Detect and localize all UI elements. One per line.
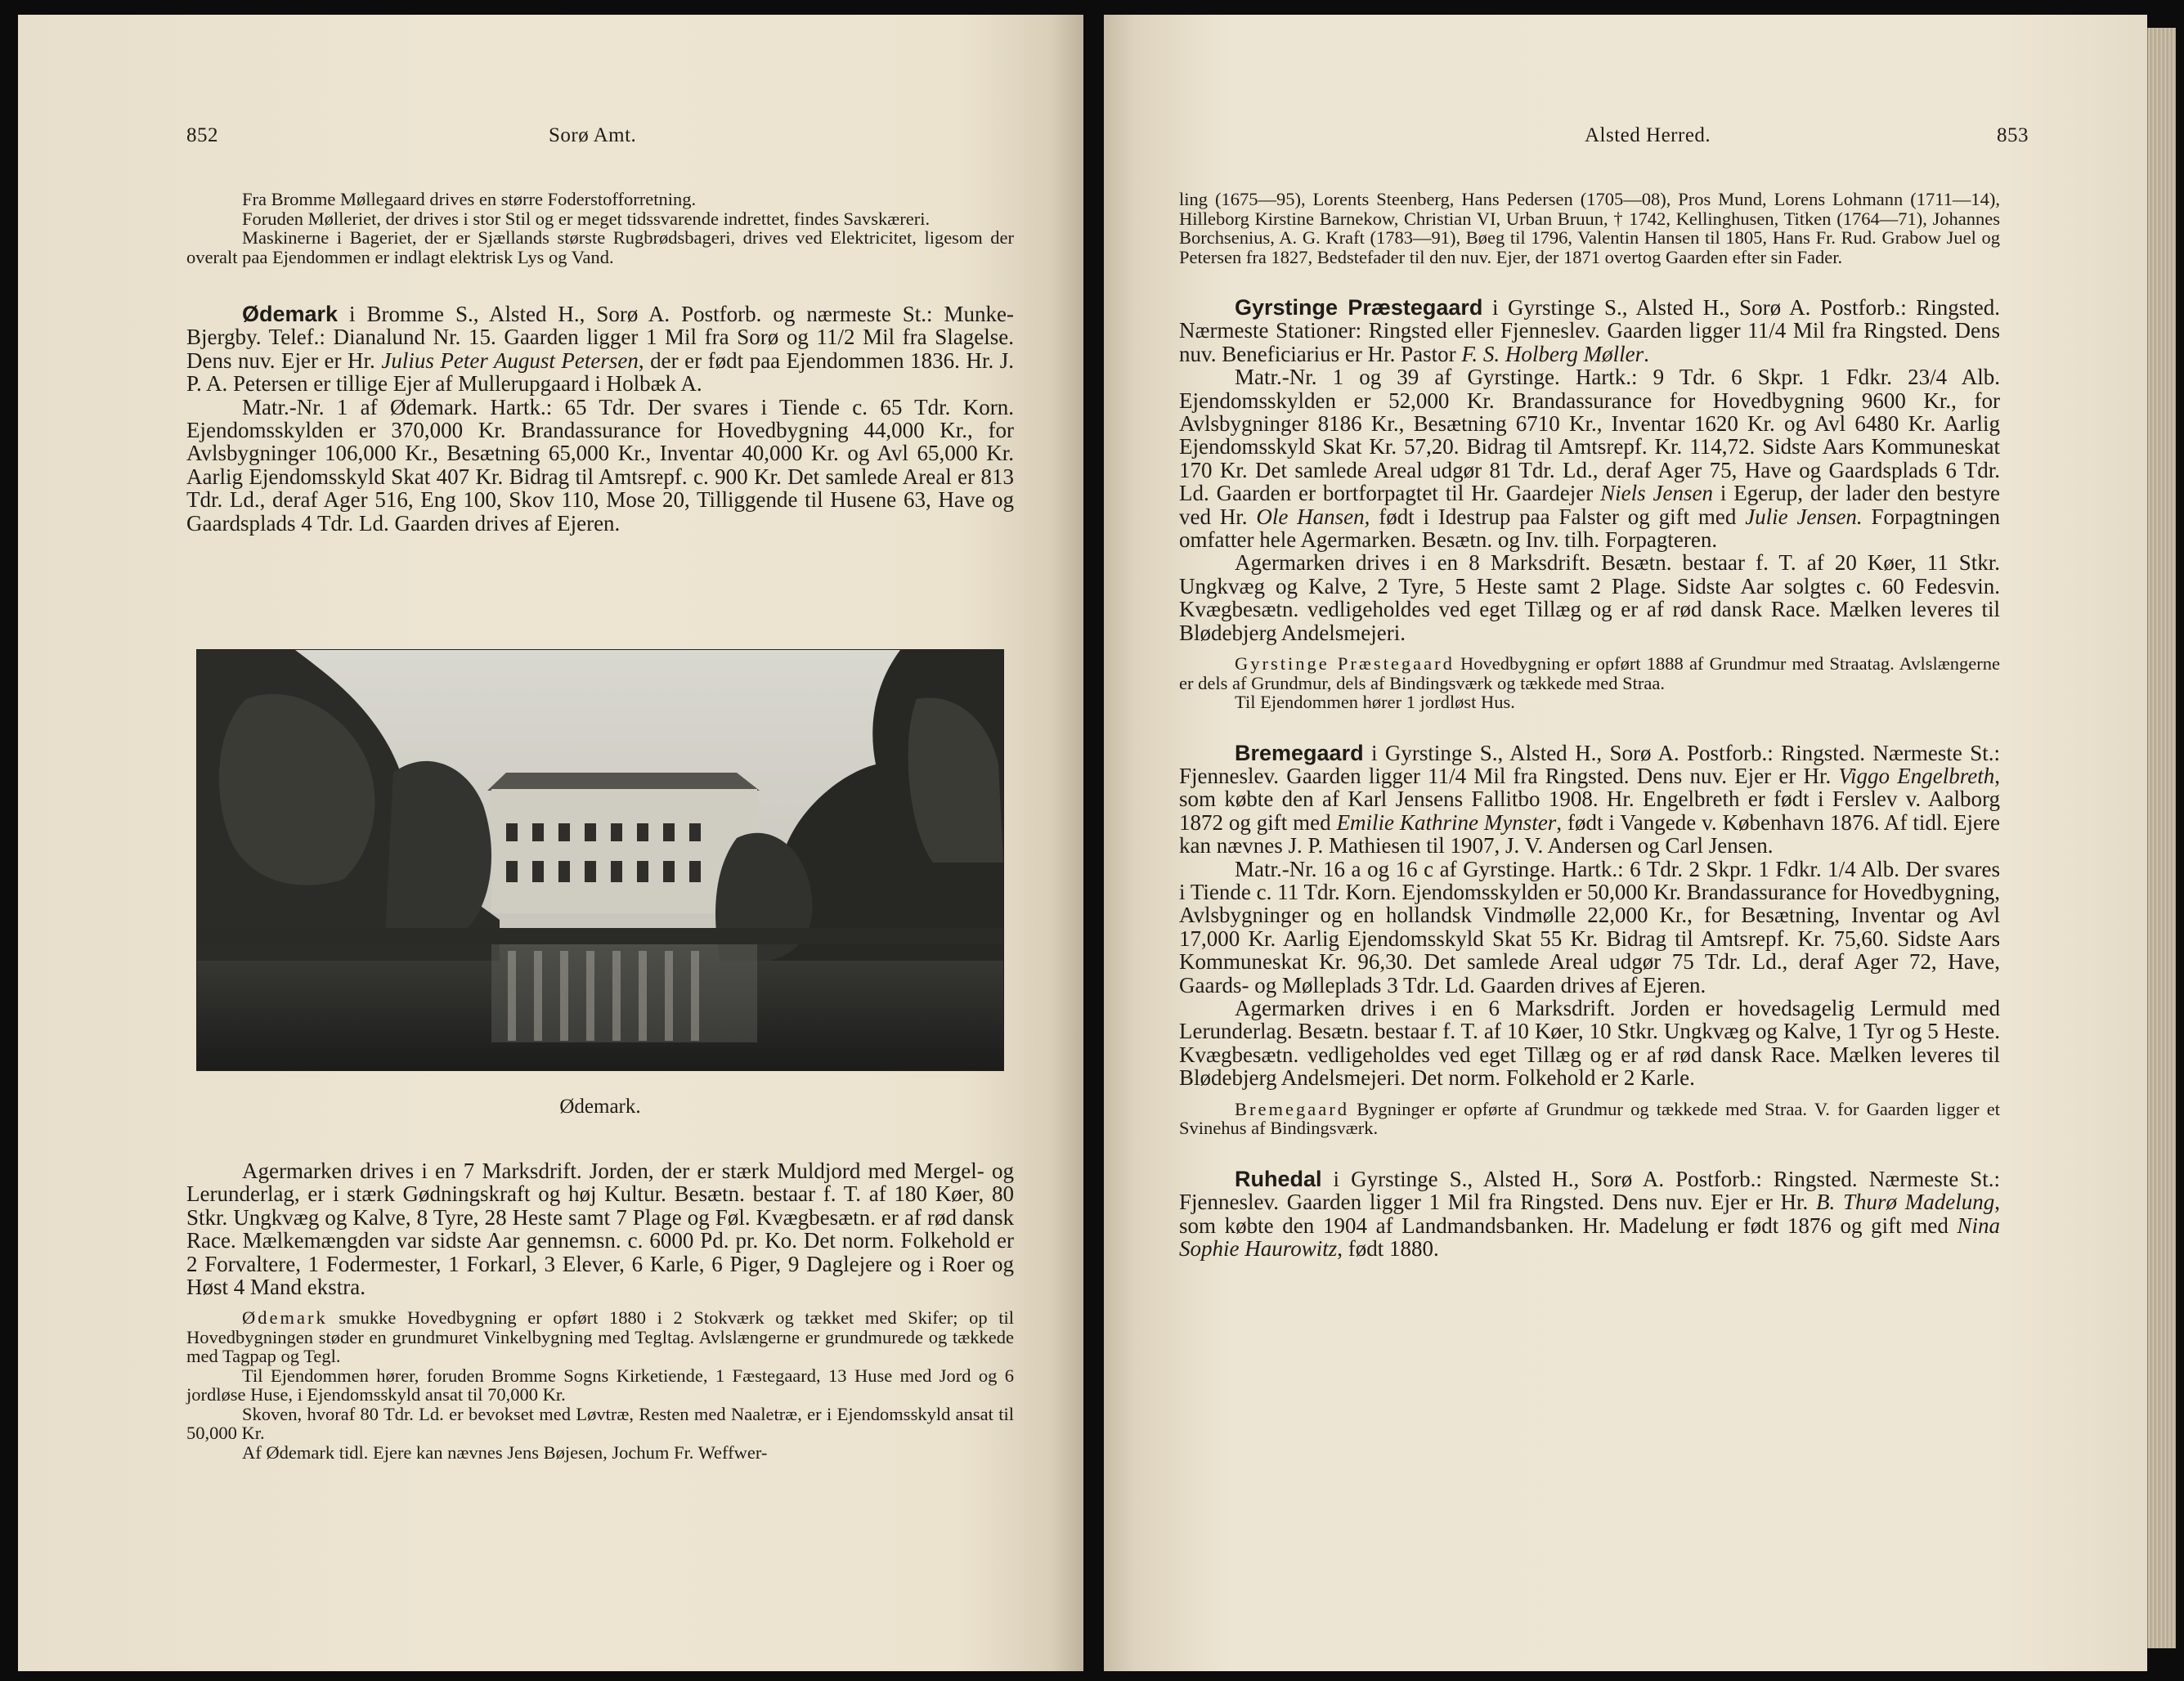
- bremegaard-paragraph-2: Matr.-Nr. 16 a og 16 c af Gyrstinge. Hartk.: 6 Tdr. 2 Skpr. 1 Fdkr. 1/4 Alb. Der svares i Tiende c. 11 Tdr. Korn. Ejendomsskylden er 50,000 Kr. Brandassurance for Hovedbygning, Avlsbygninger og en hollandsk Vindmølle 22,000 Kr., for Besætning, Inventar og Avl 17,000 Kr. Aarlig Ejendomsskyld Skat 55 Kr. Bidrag til Amtsrepf. Kr. 75,60. Sidste Aars Kommuneskat Kr. 96,30. Det samlede Areal udgør 75 Tdr. Ld., deraf Ager 72, Have, Gaards- og Mølleplads 3 Tdr. Ld. Gaarden drives af Ejeren.: [1179, 856, 2000, 997]
- left-running-title: Sorø Amt.: [549, 124, 637, 146]
- person-name: Emilie Kathrine Mynster: [1336, 809, 1557, 835]
- bremegaard-small-1: Bremegaard Bygninger er opførte af Grundmur og tækkede med Straa. V. for Gaarden ligger et Svinehus af Bindingsværk.: [1179, 1098, 2000, 1139]
- photo-caption: Ødemark.: [559, 1096, 641, 1118]
- left-bottom-block: [186, 1159, 1014, 1462]
- right-running-title: Alsted Herred.: [1585, 124, 1711, 146]
- intro-line: Maskinerne i Bageriet, der er Sjællands største Rugbrødsbageri, drives ved Elektricitet, ligesom der overalt paa Ejendommen er indlagt elektrisk Lys og Vand.: [186, 227, 1014, 267]
- intro-line: Foruden Mølleriet, der drives i stor Stil og er meget tidssvarende indrettet, findes Savskæreri.: [242, 208, 931, 229]
- entry-name-ruhedal: Ruhedal: [1235, 1166, 1322, 1191]
- book-page-edges: [2147, 28, 2176, 1648]
- owner-name: F. S. Holberg Møller: [1461, 341, 1644, 366]
- right-block: [1179, 190, 2000, 1260]
- entry-name-gyrstinge: Gyrstinge Præstegaard: [1235, 295, 1483, 320]
- odemark-small-1: Ødemark smukke Hovedbygning er opført 1880 i 2 Stokværk og tækket med Skifer; op til Hovedbygningen støder en grundmuret Vinkelbygning med Tegltag. Avlslængerne er grundmurede og tækkede med Tagpap og Tegl.: [186, 1307, 1014, 1367]
- odemark-small-2: Til Ejendommen hører, foruden Bromme Sogns Kirketiende, 1 Fæstegaard, 13 Huse med Jord og 6 jordløse Huse, i Ejendomsskyld ansat til 70,000 Kr.: [186, 1365, 1014, 1405]
- owner-name: Julius Peter August Petersen: [381, 347, 639, 373]
- right-running-head: [1179, 124, 2046, 157]
- odemark-small-3: Skoven, hvoraf 80 Tdr. Ld. er bevokset med Løvtræ, Resten med Naaletræ, er i Ejendomsskyld ansat til 50,000 Kr.: [186, 1403, 1014, 1444]
- intro-line: Fra Bromme Møllegaard drives en større Foderstofforretning.: [242, 189, 697, 209]
- person-name: Niels Jensen: [1600, 481, 1713, 506]
- entry-name-bremegaard: Bremegaard: [1235, 740, 1364, 765]
- continuation-paragraph: ling (1675—95), Lorents Steenberg, Hans Pedersen (1705—08), Pros Mund, Lorens Lohmann (1711—14), Hilleborg Kirstine Barnekow, Christian VI, Urban Bruun, † 1742, Kellinghusen, Titken (1764—71), Johannes Borchsenius, A. G. Kraft (1783—91), Bøeg til 1796, Valentin Hansen til 1805, Hans Fr. Rud. Grabow Juel og Petersen fra 1827, Bedstefader til den nuv. Ejer, der 1871 overtog Gaarden efter sin Fader.: [1179, 189, 2000, 267]
- right-page: [1104, 15, 2147, 1671]
- person-name: Julie Jensen.: [1745, 504, 1863, 529]
- left-page: [18, 15, 1083, 1671]
- owner-name: Viggo Engelbreth: [1838, 764, 1995, 788]
- fraction: 3/4: [1918, 365, 1948, 390]
- owner-name: B. Thurø Madelung: [1816, 1190, 1995, 1215]
- fraction: 1/4: [1757, 318, 1787, 343]
- right-page-number: 853: [1997, 124, 2029, 146]
- gyrstinge-paragraph-3: Agermarken drives i en 8 Marksdrift. Besætn. bestaar f. T. af 20 Køer, 11 Stkr. Ungkvæg og Kalve, 2 Tyre, 5 Heste samt 2 Plage. Sidste Aar solgtes c. 60 Fedesvin. Kvægbesætn. vedligeholdes ved eget Tillæg og er af rød dansk Race. Mælken leveres til Blødebjerg Andelsmejeri.: [1179, 550, 2000, 645]
- gyrstinge-paragraph-2: Matr.-Nr. 1 og 39 af Gyrstinge. Hartk.: 9 Tdr. 6 Skpr. 1 Fdkr. 23/4 Alb. Ejendomsskylden er 52,000 Kr. Brandassurance for Hovedbygning 9600 Kr., for Avlsbygninger 8186 Kr., Besætning 6710 Kr., Inventar 1620 Kr. og Avl 6480 Kr. Aarlig Ejendomsskyld Skat Kr. 57,20. Bidrag til Amtsrepf. Kr. 114,72. Sidste Aars Kommuneskat 170 Kr. Det samlede Areal udgør 81 Tdr. Ld., deraf Ager 75, Have og Gaardsplads 6 Tdr. Ld. Gaarden er bortforpagtet til Hr. Gaardejer Niels Jensen i Egerup, der lader den bestyre ved Hr. Ole Hansen, født i Idestrup paa Falster og gift med Julie Jensen. Forpagtningen omfatter hele Agermarken. Besætn. og Inv. tilh. Forpagteren.: [1179, 365, 2001, 553]
- person-name: Nina Sophie Haurowitz: [1179, 1213, 2000, 1261]
- gyrstinge-small-2: Til Ejendommen hører 1 jordløst Hus.: [1235, 692, 1515, 713]
- left-top-block: [186, 190, 1014, 535]
- fraction: 1/4: [1827, 856, 1856, 881]
- gyrstinge-paragraph-1: Gyrstinge Præstegaard i Gyrstinge S., Alsted H., Sorø A. Postforb.: Ringsted. Nærmeste Stationer: Ringsted eller Fjenneslev. Gaarden ligger 11/4 Mil fra Ringsted. Dens nuv. Beneficiarius er Hr. Pastor F. S. Holberg Møller.: [1179, 295, 2001, 366]
- odemark-small-4: Af Ødemark tidl. Ejere kan nævnes Jens Bøjesen, Jochum Fr. Weffwer-: [242, 1441, 768, 1463]
- odemark-paragraph-1: Ødemark i Bromme S., Alsted H., Sorø A. Postforb. og nærmeste St.: Munke-Bjergby. Telef.: Dianalund Nr. 15. Gaarden ligger 1 Mil fra Sorø og 11/2 Mil fra Slagelse. Dens nuv. Ejer er Hr. Julius Peter August Petersen, der er født paa Ejendommen 1836. Hr. J. P. A. Petersen er tillige Ejer af Mullerupgaard i Holbæk A.: [186, 302, 1014, 397]
- odemark-paragraph-2: Matr.-Nr. 1 af Ødemark. Hartk.: 65 Tdr. Der svares i Tiende c. 65 Tdr. Korn. Ejendomsskylden er 370,000 Kr. Brandassurance for Hovedbygning 44,000 Kr., for Avlsbygninger 106,000 Kr., Besætning 65,000 Kr., Inventar 40,000 Kr. og Avl 65,000 Kr. Aarlig Ejendomsskyld Skat 407 Kr. Bidrag til Amtsrepf. c. 900 Kr. Det samlede Areal er 813 Tdr. Ld., deraf Ager 516, Eng 100, Skov 110, Mose 20, Tilliggende til Husene 63, Have og Gaardsplads 4 Tdr. Ld. Gaarden drives af Ejeren.: [186, 394, 1014, 536]
- ruhedal-paragraph-1: Ruhedal i Gyrstinge S., Alsted H., Sorø A. Postforb.: Ringsted. Nærmeste St.: Fjenneslev. Gaarden ligger 1 Mil fra Ringsted. Dens nuv. Ejer er Hr. B. Thurø Madelung, som købte den 1904 af Landmandsbanken. Hr. Madelung er født 1876 og gift med Nina Sophie Haurowitz, født 1880.: [1179, 1166, 2000, 1261]
- left-running-head: [186, 124, 1029, 157]
- bremegaard-paragraph-1: Bremegaard i Gyrstinge S., Alsted H., Sorø A. Postforb.: Ringsted. Nærmeste St.: Fjenneslev. Gaarden ligger 11/4 Mil fra Ringsted. Dens nuv. Ejer er Hr. Viggo Engelbreth, som købte den af Karl Jensens Fallitbo 1908. Hr. Engelbreth er født i Ferslev v. Aalborg 1872 og gift med Emilie Kathrine Mynster, født i Vangede v. København 1876. Af tidl. Ejere kan nævnes J. P. Mathiesen til 1907, J. V. Andersen og Carl Jensen.: [1179, 740, 2000, 858]
- entry-name-odemark: Ødemark: [242, 302, 339, 326]
- fraction: 1/4: [1437, 764, 1467, 788]
- left-page-number: 852: [186, 124, 218, 146]
- person-name: Ole Hansen,: [1256, 504, 1370, 529]
- odemark-paragraph-3: Agermarken drives i en 7 Marksdrift. Jorden, der er stærk Muldjord med Mergel- og Lerunderlag, er i stærk Gødningskraft og høj Kultur. Besætn. bestaar f. T. af 180 Køer, 80 Stkr. Ungkvæg og Kalve, 8 Tyre, 28 Heste samt 7 Plage og Føl. Kvægbesætn. er af rød dansk Race. Mælkemængden var sidste Aar gennemsn. c. 6000 Pd. pr. Ko. Det norm. Folkehold er 2 Forvaltere, 1 Fodermester, 1 Forkarl, 3 Elever, 6 Karle, 6 Piger, 9 Daglejere og i Roer og Høst 4 Mand ekstra.: [186, 1159, 1014, 1300]
- bremegaard-paragraph-3: Agermarken drives i en 6 Marksdrift. Jorden er hovedsagelig Lermuld med Lerunderlag. Besætn. bestaar f. T. af 10 Køer, 10 Stkr. Ungkvæg og Kalve, 1 Tyr og 5 Heste. Kvægbesætn. vedligeholdes ved eget Tillæg og er af rød dansk Race. Mælken leveres til Blødebjerg Andelsmejeri. Det norm. Folkehold er 2 Karle.: [1179, 996, 2000, 1091]
- fraction: 1/2: [826, 325, 855, 350]
- gyrstinge-small-1: Gyrstinge Præstegaard Hovedbygning er opført 1888 af Grundmur med Straatag. Avlslængerne er dels af Grundmur, dels af Bindingsværk og tækkede med Straa.: [1179, 653, 2000, 693]
- odemark-photo: [196, 649, 1004, 1071]
